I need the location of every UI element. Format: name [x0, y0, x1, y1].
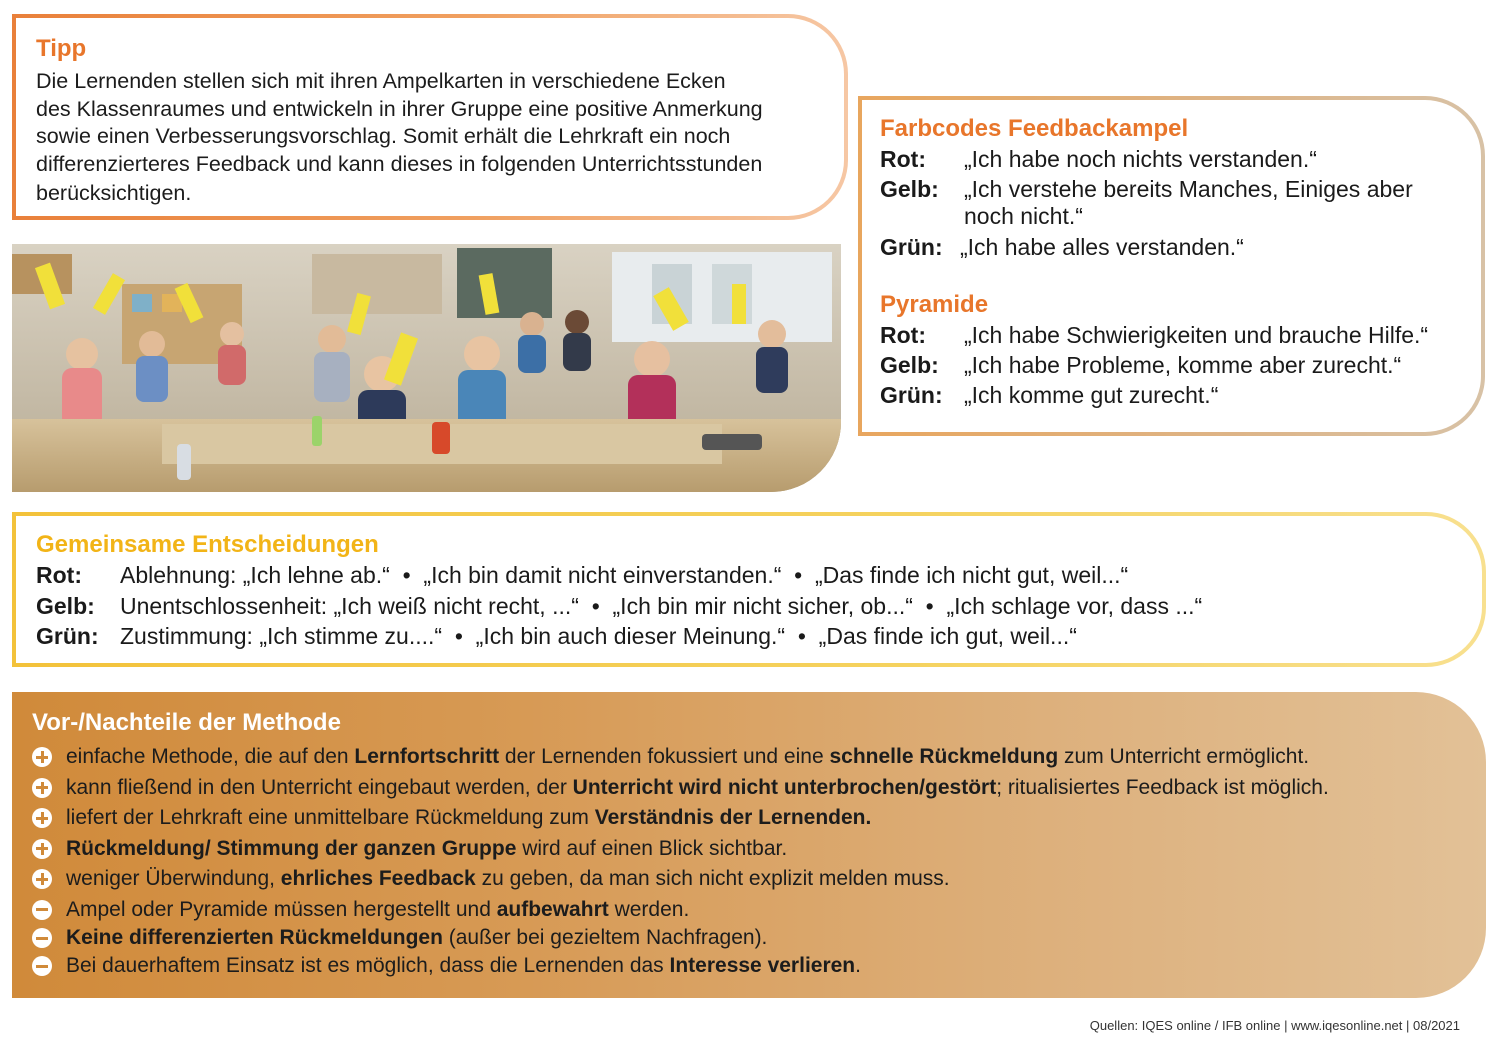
row-label: Gelb: — [880, 176, 939, 202]
list-item — [32, 803, 1466, 834]
row-text: „Ich habe Schwierigkeiten und brauche Hilfe.“ — [964, 322, 1429, 348]
tipp-line: des Klassenraumes und entwickeln in ihrer Gruppe eine positive Anmerkung — [36, 96, 763, 121]
tipp-text — [36, 68, 824, 208]
plain-text: Bei dauerhaftem Einsatz ist es möglich, dass die Lernenden das — [66, 954, 670, 977]
list-item-text — [66, 834, 787, 865]
bold-text: Interesse verlieren — [669, 954, 856, 977]
gemeinsam-row-gruen — [36, 621, 1462, 652]
plain-text: zum Unterricht ermöglicht. — [1058, 745, 1310, 768]
tipp-line: Die Lernenden stellen sich mit ihren Ampelkarten in verschiedene Ecken — [36, 69, 726, 93]
gemeinsam-title: Gemeinsame Entscheidungen — [36, 531, 379, 558]
row-label: Grün: — [36, 623, 99, 649]
list-item-text — [66, 742, 1309, 773]
list-item-text — [66, 803, 871, 834]
list-item — [32, 925, 1466, 951]
list-item — [32, 773, 1466, 804]
row-label: Rot: — [880, 146, 926, 172]
list-item — [32, 951, 1466, 982]
plain-text: wird auf einen Blick sichtbar. — [516, 836, 788, 860]
plus-icon — [32, 808, 52, 828]
row-text: „Ich habe noch nichts verstanden.“ — [964, 146, 1317, 172]
row-text: Ablehnung: „Ich lehne ab.“ • „Ich bin damit nicht einverstanden.“ • „Das finde ich nicht gut, weil...“ — [120, 562, 1129, 588]
row-text: „Ich komme gut zurecht.“ — [964, 382, 1219, 408]
list-item-text — [66, 864, 950, 895]
classroom-illustration — [12, 244, 841, 492]
list-item — [32, 895, 1466, 926]
row-text: „Ich habe alles verstanden.“ — [960, 234, 1244, 260]
plain-text: Ampel oder Pyramide müssen hergestellt und — [66, 897, 497, 921]
bold-text: Unterricht wird nicht unterbrochen/gestört — [572, 775, 997, 799]
bold-text: Rückmeldung/ Stimmung der ganzen Gruppe — [66, 836, 517, 860]
row-text: Unentschlossenheit: „Ich weiß nicht recht, ...“ • „Ich bin mir nicht sicher, ob...“ • „Ich schlage vor, dass ...“ — [120, 592, 1203, 619]
pyramide-row-rot — [880, 320, 1463, 350]
plain-text: kann fließend in den Unterricht eingebaut werden, der — [66, 775, 573, 799]
plain-text: zu geben, da man sich nicht explizit melden muss. — [475, 867, 950, 890]
farbcodes-title: Farbcodes Feedbackampel — [880, 115, 1189, 142]
row-label: Rot: — [36, 562, 82, 588]
pyramide-title: Pyramide — [880, 291, 989, 318]
row-label: Gelb: — [36, 592, 95, 619]
list-item — [32, 742, 1466, 773]
plus-icon — [32, 869, 52, 889]
farbcode-row-rot — [880, 144, 1463, 174]
footer-source: Quellen: IQES online / IFB online | www.iqesonline.net | 08/2021 — [1089, 1018, 1460, 1033]
gemeinsame-entscheidungen-box — [12, 512, 1486, 667]
plain-text: liefert der Lehrkraft eine unmittelbare Rückmeldung zum — [66, 806, 595, 829]
farbcodes-box — [858, 96, 1485, 436]
vor-nachteile-list — [32, 742, 1466, 982]
plus-icon — [32, 778, 52, 798]
classroom-photo — [12, 244, 841, 492]
row-label: Gelb: — [880, 352, 939, 378]
tipp-line: differenzierteres Feedback und kann dieses in folgenden Unterrichtsstunden — [36, 151, 763, 176]
plain-text: werden. — [608, 897, 690, 921]
minus-icon — [32, 900, 52, 920]
plain-text: ; ritualisiertes Feedback ist möglich. — [996, 775, 1329, 799]
bold-text: ehrliches Feedback — [280, 867, 476, 890]
plus-icon — [32, 747, 52, 767]
bold-text: Verständnis der Lernenden. — [594, 806, 872, 829]
row-text: Zustimmung: „Ich stimme zu....“ • „Ich bin auch dieser Meinung.“ • „Das finde ich gut, weil...“ — [120, 623, 1077, 649]
farbcode-row-gruen — [880, 232, 1463, 262]
bold-text: schnelle Rückmeldung — [829, 745, 1059, 768]
row-label: Grün: — [880, 234, 943, 260]
plain-text: einfache Methode, die auf den — [66, 745, 355, 768]
minus-icon — [32, 956, 52, 976]
row-text: „Ich verstehe bereits Manches, Einiges aber noch nicht.“ — [964, 176, 1413, 229]
plain-text: der Lernenden fokussiert und eine — [499, 745, 830, 768]
list-item — [32, 864, 1466, 895]
row-text: „Ich habe Probleme, komme aber zurecht.“ — [964, 352, 1402, 378]
pyramide-row-gelb — [880, 350, 1463, 380]
vor-nachteile-box — [12, 692, 1486, 998]
pyramide-row-gruen — [880, 380, 1463, 410]
list-item — [32, 834, 1466, 865]
tipp-box — [12, 14, 848, 220]
tipp-line: berücksichtigen. — [36, 181, 192, 205]
plain-text: . — [855, 954, 861, 977]
plus-icon — [32, 839, 52, 859]
bold-text: aufbewahrt — [496, 897, 609, 921]
gemeinsam-row-gelb — [36, 591, 1462, 622]
row-label: Rot: — [880, 322, 926, 348]
tipp-line: sowie einen Verbesserungsvorschlag. Somit erhält die Lehrkraft ein noch — [36, 124, 731, 148]
gemeinsam-row-rot — [36, 560, 1462, 591]
list-item-text — [66, 773, 1329, 804]
plain-text: (außer bei gezieltem Nachfragen). — [442, 926, 768, 949]
list-item-text — [66, 925, 767, 951]
tipp-title: Tipp — [36, 35, 87, 62]
plain-text: weniger Überwindung, — [66, 867, 281, 890]
bold-text: Lernfortschritt — [354, 745, 500, 768]
list-item-text — [66, 895, 689, 926]
row-label: Grün: — [880, 382, 943, 408]
bold-text: Keine differenzierten Rückmeldungen — [66, 926, 443, 949]
vor-nachteile-title: Vor-/Nachteile der Methode — [32, 709, 341, 736]
farbcode-row-gelb — [880, 176, 1463, 230]
minus-icon — [32, 928, 52, 948]
list-item-text — [66, 951, 861, 982]
